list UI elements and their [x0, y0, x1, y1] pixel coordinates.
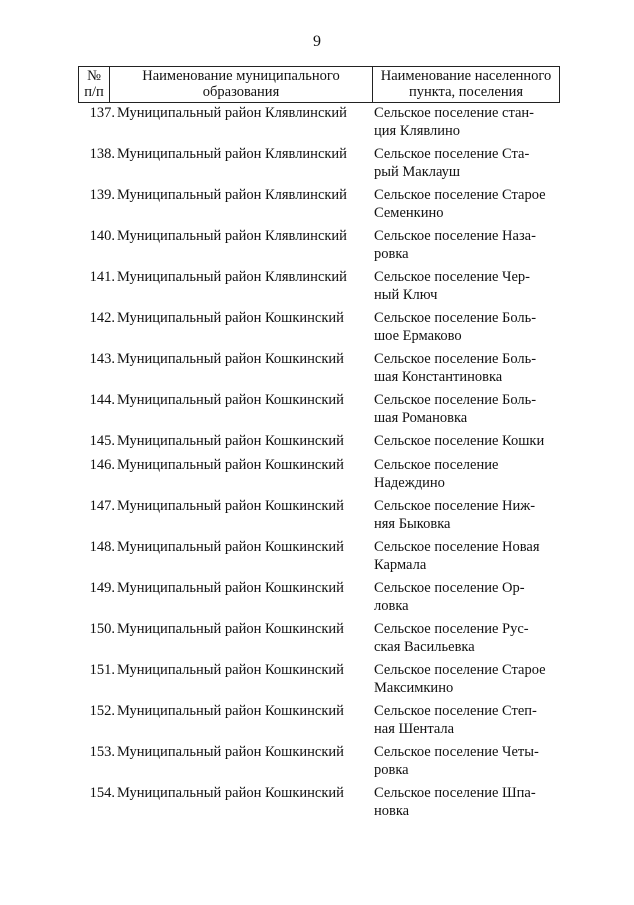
row-municipality: Муниципальный район Кошкинский: [117, 433, 344, 449]
table-row: [0, 350, 634, 391]
table-row: [0, 391, 634, 432]
header-municipality-line: Наименование муниципального: [142, 68, 340, 84]
row-settlement-line: Сельское поселение Боль-: [374, 310, 537, 326]
row-municipality: Муниципальный район Кошкинский: [117, 620, 344, 637]
row-settlement-line: рый Маклауш: [374, 164, 461, 180]
header-settlement-line: пункта, поселения: [408, 84, 524, 100]
row-settlement-line: Кармала: [374, 556, 427, 573]
row-settlement-line: шая Романовка: [374, 410, 468, 426]
row-settlement: [374, 538, 560, 574]
table-row: [0, 227, 634, 268]
row-settlement-line: Сельское поселение Новая: [374, 538, 540, 555]
row-settlement-line: ская Васильевка: [374, 638, 475, 655]
row-settlement-line: Сельское поселение Боль-: [374, 392, 537, 408]
table-row: [0, 432, 634, 456]
row-number: 154.: [89, 784, 115, 801]
header-settlement: [373, 67, 560, 103]
row-settlement: [374, 702, 560, 738]
row-number: 153.: [89, 743, 115, 760]
header-settlement-line: Наименование населенного: [380, 68, 552, 84]
table-row: [0, 784, 634, 825]
row-municipality: Муниципальный район Кошкинский: [117, 702, 344, 719]
row-settlement-line: Сельское поселение Наза-: [374, 228, 536, 244]
row-municipality: Муниципальный район Кошкинский: [117, 310, 344, 326]
row-settlement-line: Сельское поселение Рус-: [374, 620, 529, 637]
row-municipality: Муниципальный район Кошкинский: [117, 538, 344, 555]
row-municipality: Муниципальный район Кошкинский: [117, 497, 344, 514]
row-settlement-line: Сельское поселение: [374, 456, 499, 473]
header-municipality: [110, 67, 373, 103]
row-settlement-line: Надеждино: [374, 474, 445, 491]
table-row: [0, 497, 634, 538]
row-number: 151.: [89, 661, 115, 678]
row-settlement: [374, 227, 560, 263]
row-settlement-line: Сельское поселение Шпа-: [374, 784, 536, 801]
table-row: [0, 661, 634, 702]
row-settlement: [374, 456, 560, 492]
row-number: 139.: [89, 187, 115, 203]
row-municipality: Муниципальный район Кошкинский: [117, 579, 344, 596]
header-number-line: №: [87, 68, 101, 84]
table-body: [0, 104, 634, 825]
row-settlement: [374, 497, 560, 533]
table-row: [0, 104, 634, 145]
row-number: 146.: [89, 456, 115, 473]
row-municipality: Муниципальный район Кошкинский: [117, 661, 344, 678]
row-settlement-line: ция Клявлино: [374, 123, 461, 139]
table-row: [0, 620, 634, 661]
row-settlement-line: ровка: [374, 761, 409, 778]
row-municipality: Муниципальный район Кошкинский: [117, 456, 344, 473]
table-row: [0, 743, 634, 784]
table-header: [78, 66, 560, 103]
row-settlement-line: Сельское поселение Чер-: [374, 269, 530, 285]
row-number: 149.: [89, 579, 115, 596]
row-settlement: [374, 579, 560, 615]
table-row: [0, 309, 634, 350]
row-number: 138.: [89, 146, 115, 162]
row-number: 152.: [89, 702, 115, 719]
row-settlement: [374, 661, 560, 697]
row-number: 148.: [89, 538, 115, 555]
row-settlement-line: Сельское поселение Старое: [374, 187, 546, 203]
row-municipality: Муниципальный район Клявлинский: [117, 228, 347, 244]
row-municipality: Муниципальный район Клявлинский: [117, 269, 347, 285]
row-number: 147.: [89, 497, 115, 514]
row-settlement-line: Сельское поселение Степ-: [374, 702, 537, 719]
table-row: [0, 186, 634, 227]
header-number: [79, 67, 110, 103]
row-number: 145.: [89, 433, 115, 449]
row-number: 137.: [89, 105, 115, 121]
row-settlement: [374, 784, 560, 820]
row-settlement-line: Сельское поселение Ор-: [374, 579, 525, 596]
row-settlement-line: Сельское поселение Ниж-: [374, 497, 536, 514]
row-number: 140.: [89, 228, 115, 244]
table-row: [0, 702, 634, 743]
row-number: 142.: [89, 310, 115, 326]
row-settlement: [374, 350, 560, 386]
row-municipality: Муниципальный район Клявлинский: [117, 105, 347, 121]
row-settlement-line: ловка: [374, 597, 409, 614]
row-municipality: Муниципальный район Кошкинский: [117, 351, 344, 367]
row-settlement: [374, 268, 560, 304]
header-municipality-line: образования: [202, 84, 280, 100]
row-settlement: [374, 309, 560, 345]
row-settlement: [374, 432, 560, 450]
row-settlement: [374, 620, 560, 656]
header-number-line: п/п: [84, 84, 104, 100]
row-settlement: [374, 186, 560, 222]
row-settlement: [374, 743, 560, 779]
row-settlement-line: ный Ключ: [374, 287, 438, 303]
row-number: 141.: [89, 269, 115, 285]
row-settlement-line: Семенкино: [374, 205, 444, 221]
row-number: 143.: [89, 351, 115, 367]
row-municipality: Муниципальный район Клявлинский: [117, 146, 347, 162]
row-settlement-line: Сельское поселение стан-: [374, 105, 535, 121]
row-municipality: Муниципальный район Кошкинский: [117, 743, 344, 760]
row-settlement-line: Максимкино: [374, 679, 454, 696]
table-row: [0, 268, 634, 309]
row-settlement-line: шая Константиновка: [374, 369, 503, 385]
table-row: [0, 145, 634, 186]
row-settlement-line: новка: [374, 802, 410, 819]
row-settlement: [374, 104, 560, 140]
row-settlement-line: няя Быковка: [374, 515, 451, 532]
row-settlement-line: ровка: [374, 246, 409, 262]
row-municipality: Муниципальный район Кошкинский: [117, 784, 344, 801]
table-row: [0, 579, 634, 620]
row-number: 144.: [89, 392, 115, 408]
row-municipality: Муниципальный район Кошкинский: [117, 392, 344, 408]
row-settlement-line: Сельское поселение Четы-: [374, 743, 539, 760]
row-settlement: [374, 391, 560, 427]
table-row: [0, 456, 634, 497]
row-settlement-line: Сельское поселение Боль-: [374, 351, 537, 367]
page-number: 9: [313, 33, 321, 50]
row-settlement-line: шое Ермаково: [374, 328, 462, 344]
row-settlement-line: Сельское поселение Кошки: [374, 433, 545, 449]
table-row: [0, 538, 634, 579]
row-settlement-line: ная Шентала: [374, 720, 455, 737]
row-settlement: [374, 145, 560, 181]
row-number: 150.: [89, 620, 115, 637]
row-settlement-line: Сельское поселение Старое: [374, 661, 546, 678]
row-municipality: Муниципальный район Клявлинский: [117, 187, 347, 203]
row-settlement-line: Сельское поселение Ста-: [374, 146, 530, 162]
